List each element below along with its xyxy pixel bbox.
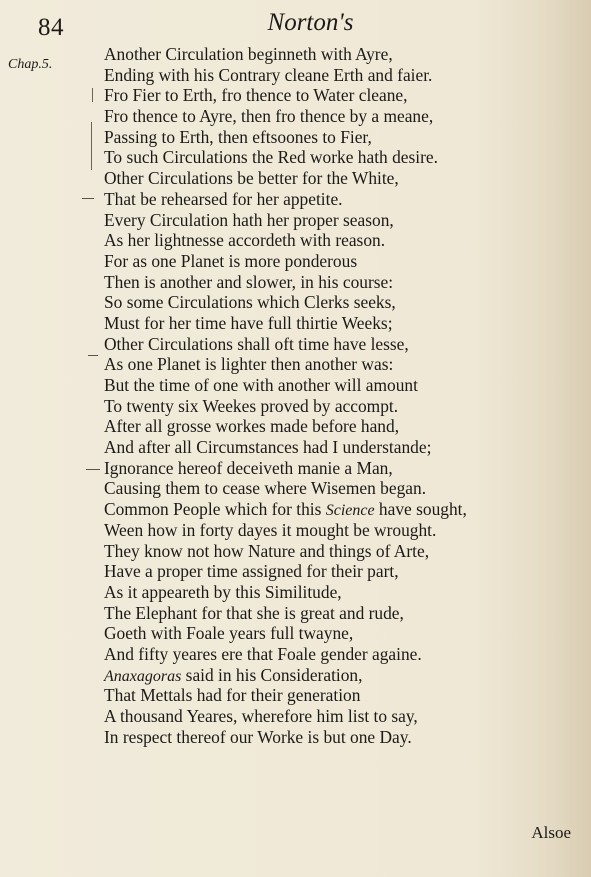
line-text: As it appeareth by this Similitude, (104, 581, 342, 602)
verse-line (104, 561, 574, 582)
line-text: Must for her time have full thirtie Weeks; (104, 312, 393, 333)
verse-line (104, 582, 574, 603)
line-text: Ween how in forty dayes it mought be wrought. (104, 519, 437, 540)
line-text: As one Planet is lighter then another was: (104, 354, 394, 375)
verse-line (104, 685, 574, 706)
verse-line (104, 189, 574, 210)
verse-text-block (104, 44, 574, 747)
margin-dash-mark (88, 355, 98, 356)
italic-word: Science (325, 502, 375, 520)
verse-line (104, 623, 574, 644)
verse-line (104, 458, 574, 479)
line-text: And fifty yeares ere that Foale gender againe. (104, 643, 422, 664)
line-text: Causing them to cease where Wisemen began. (104, 478, 427, 499)
verse-line (104, 706, 574, 727)
line-text: As her lightnesse accordeth with reason. (104, 230, 386, 251)
verse-line (104, 644, 574, 665)
page-number: 84 (38, 14, 64, 41)
line-text: That Mettals had for their generation (104, 685, 361, 706)
verse-line (104, 272, 574, 293)
line-text: In respect thereof our Worke is but one Day. (104, 726, 412, 747)
verse-line (104, 416, 574, 437)
verse-line (104, 354, 574, 375)
line-text: Common People which for this (104, 499, 326, 520)
catchword: Alsoe (531, 823, 571, 842)
line-text: Ignorance hereof deceiveth manie a Man, (104, 457, 393, 478)
line-text: said in his Consideration, (181, 664, 363, 685)
verse-line (104, 541, 574, 562)
line-text: A thousand Yeares, wherefore him list to say, (104, 706, 418, 726)
line-text: Have a proper time assigned for their part, (104, 561, 399, 582)
line-text: Goeth with Foale years full twayne, (104, 623, 354, 644)
line-text: That be rehearsed for her appetite. (104, 188, 343, 209)
line-text: They know not how Nature and things of Arte, (104, 540, 430, 561)
verse-line (104, 520, 574, 541)
line-text: To such Circulations the Red worke hath desire. (104, 147, 438, 168)
verse-line (104, 65, 574, 86)
line-text: For as one Planet is more ponderous (104, 250, 358, 271)
verse-line (104, 375, 574, 396)
verse-line (104, 44, 574, 65)
verse-line (104, 292, 574, 313)
chapter-marginal-note: Chap.5. (8, 57, 53, 72)
verse-line (104, 106, 574, 127)
line-text: After all grosse workes made before hand, (104, 416, 400, 437)
verse-line (104, 437, 574, 458)
line-text: Fro thence to Ayre, then fro thence by a meane, (104, 106, 434, 127)
margin-rule-mark (92, 88, 93, 102)
line-text: But the time of one with another will amount (104, 375, 418, 395)
line-text: Then is another and slower, in his course: (104, 271, 394, 292)
line-text: Other Circulations be better for the White, (104, 168, 399, 189)
line-text: So some Circulations which Clerks seeks, (104, 292, 396, 313)
line-text: Ending with his Contrary cleane Erth and faier. (104, 64, 433, 85)
verse-line (104, 334, 574, 355)
line-text: Passing to Erth, then eftsoones to Fier, (104, 126, 372, 147)
line-text: To twenty six Weekes proved by accompt. (104, 395, 399, 416)
verse-line (104, 727, 574, 748)
verse-line (104, 147, 574, 168)
line-text: have sought, (374, 499, 467, 520)
verse-line (104, 230, 574, 251)
verse-line (104, 603, 574, 624)
verse-line (104, 127, 574, 148)
verse-line (104, 396, 574, 417)
verse-line (104, 85, 574, 106)
line-text: And after all Circumstances had I understande; (104, 437, 432, 458)
line-text: Every Circulation hath her proper season, (104, 209, 394, 230)
verse-line (104, 210, 574, 231)
verse-line (104, 478, 574, 499)
verse-line (104, 665, 574, 686)
line-text: The Elephant for that she is great and rude, (104, 602, 404, 623)
verse-line (104, 499, 574, 520)
verse-line (104, 168, 574, 189)
margin-rule-mark (91, 122, 92, 170)
line-text: Other Circulations shall oft time have lesse, (104, 333, 409, 354)
line-text: Fro Fier to Erth, fro thence to Water cleane, (104, 85, 408, 106)
line-text: Another Circulation beginneth with Ayre, (104, 44, 393, 64)
verse-line (104, 251, 574, 272)
margin-dash-mark (86, 469, 100, 470)
margin-dash-mark (82, 198, 94, 199)
italic-word: Anaxagoras (104, 667, 182, 685)
running-title: Norton's (267, 9, 354, 36)
verse-line (104, 313, 574, 334)
